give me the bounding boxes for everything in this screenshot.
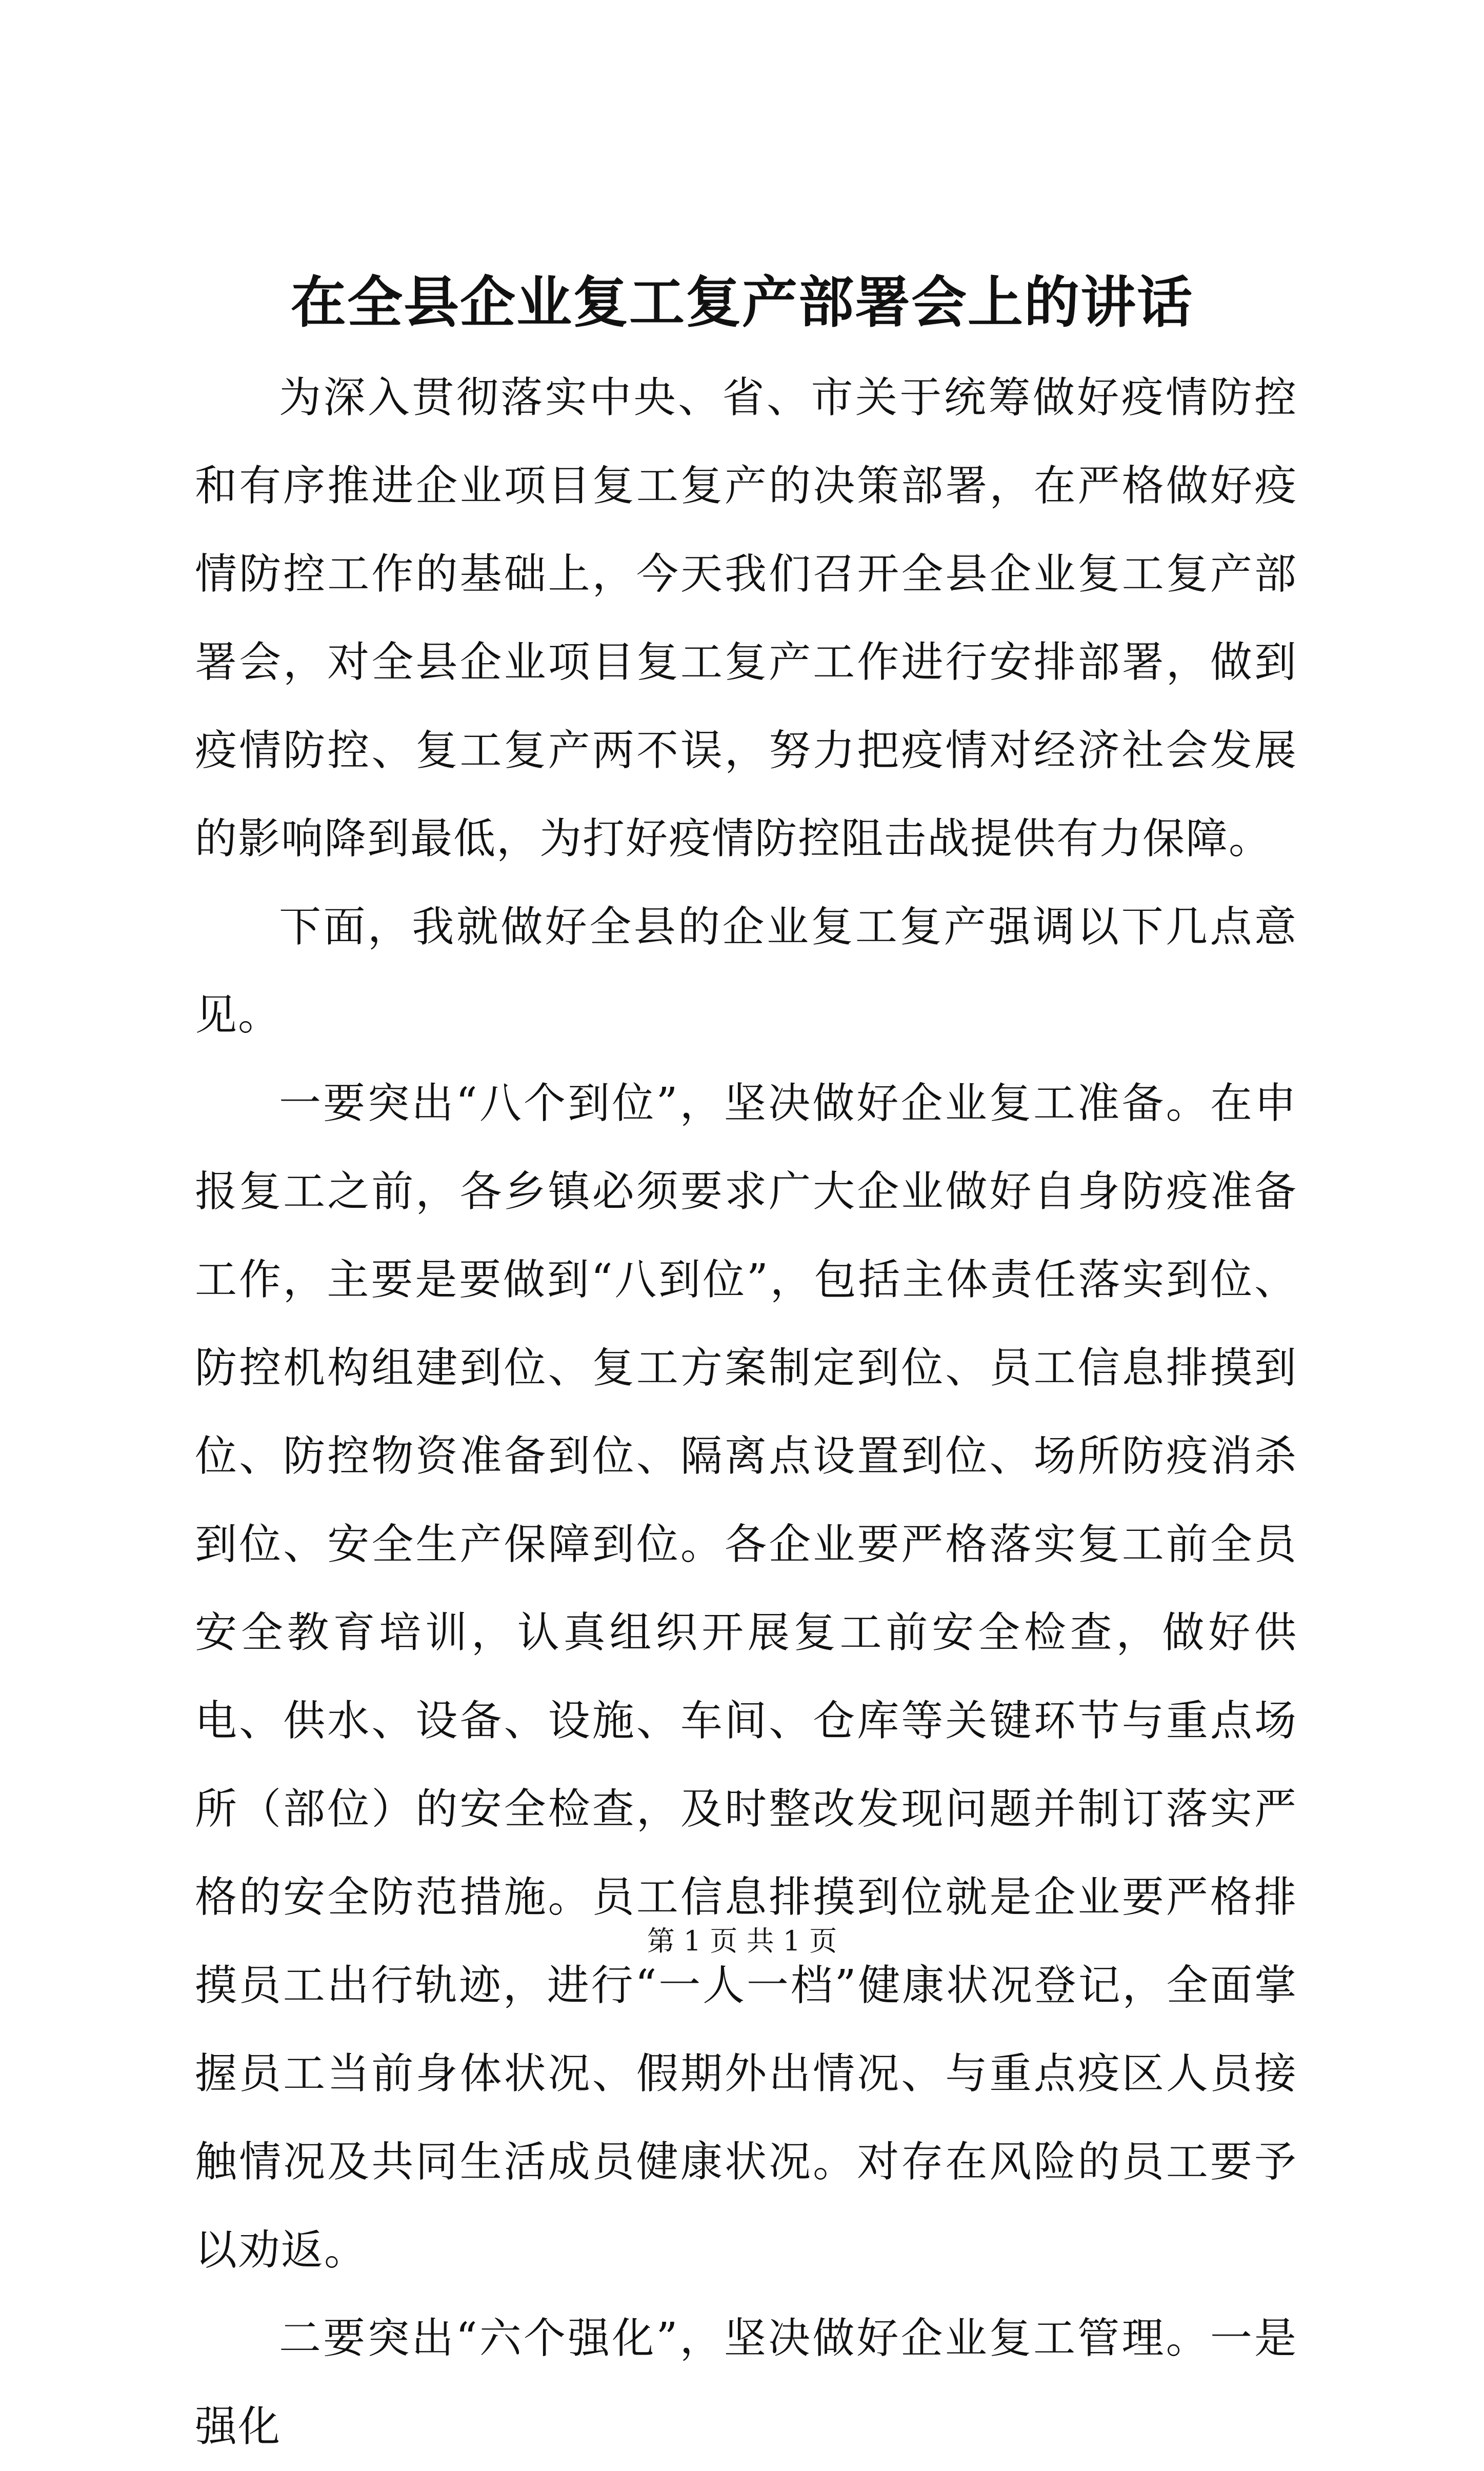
paragraph-point-two: 二要突出“六个强化”，坚决做好企业复工管理。一是强化	[195, 2314, 1297, 2451]
paragraph-point-one: 一要突出“八个到位”，坚决做好企业复工准备。在申报复工之前，各乡镇必须要求广大企业做好自身防疫准备工作，主要是要做到“八到位”，包括主体责任落实到位、防控机构组建到位、复工方案制定到位、员工信息排摸到位、防控物资准备到位、隔离点设置到位、场所防疫消杀到位、安全生产保障到位。各企业要严格落实复工前全员安全教育培训，认真组织开展复工前安全检查，做好供电、供水、设备、设施、车间、仓库等关键环节与重点场所（部位）的安全检查，及时整改发现问题并制订落实严格的安全防范措施。员工信息排摸到位就是企业要严格排摸员工出行轨迹，进行“一人一档”健康状况登记，全面掌握员工当前身体状况、假期外出情况、与重点疫区人员接触情况及共同生活成员健康状况。对存在风险的员工要予以劝返。	[195, 1079, 1297, 2275]
paragraph-transition: 下面，我就做好全县的企业复工复产强调以下几点意见。	[195, 903, 1297, 1040]
paragraph-intro: 为深入贯彻落实中央、省、市关于统筹做好疫情防控和有序推进企业项目复工复产的决策部署，在严格做好疫情防控工作的基础上，今天我们召开全县企业复工复产部署会，对全县企业项目复工复产工作进行安排部署，做到疫情防控、复工复产两不误，努力把疫情对经济社会发展的影响降到最低，为打好疫情防控阻击战提供有力保障。	[195, 373, 1297, 863]
page-footer: 第 1 页 共 1 页	[647, 1925, 837, 1957]
document-title: 在全县企业复工复产部署会上的讲话	[290, 270, 1193, 335]
document-body	[195, 354, 1297, 2471]
